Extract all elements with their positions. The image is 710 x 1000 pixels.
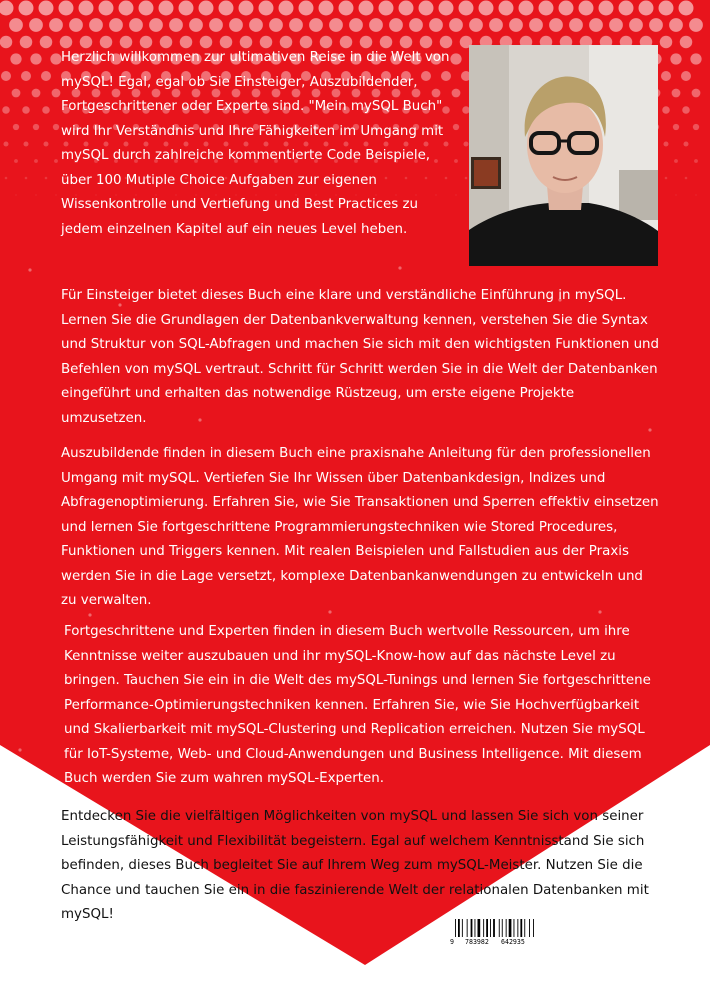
paragraph-beginners: Für Einsteiger bietet dieses Buch eine klare und verständliche Einführung in mySQL. Lernen Sie die Grundlagen der Datenbankverwaltung kennen, verstehen Sie die Syntax und Struktur von SQL-Abfragen und machen Sie sich mit den wichtigsten Funktionen und Befehlen von mySQL vertraut. Schritt für Schritt werden Sie in die Welt der Datenbanken eingeführt und erhalten das notwendige Rüstzeug, um erste eigene Projekte umzusetzen. xyxy=(61,288,660,426)
paragraph-closing: Entdecken Sie die vielfältigen Möglichkeiten von mySQL und lassen Sie sich von seiner Leistungsfähigkeit und Flexibilität begeistern. Egal auf welchem Kenntnisstand Sie sich befinden, dieses Buch begleitet Sie auf Ihrem Weg zum mySQL-Meister. Nutzen Sie die Chance und tauchen Sie ein in die faszinierende Welt der relationalen Datenbanken mit mySQL! xyxy=(61,809,649,922)
barcode-bars xyxy=(450,918,536,940)
paragraph-experts: Fortgeschrittene und Experten finden in diesem Buch wertvolle Ressourcen, um ihre Kenntnisse weiter auszubauen und ihr mySQL-Know-how auf das nächste Level zu bringen. Tauchen Sie ein in die Welt des mySQL-Tunings und lernen Sie fortgeschrittene Performance-Optimierungstechniken kennen. Erfahren Sie, wie Sie Hochverfügbarkeit und Skalierbarkeit mit mySQL-Clustering und Replication erreichen. Nutzen Sie mySQL für IoT-Systeme, Web- und Cloud-Anwendungen und Business Intelligence. Mit diesem Buch werden Sie zum wahren mySQL-Experten. xyxy=(64,624,651,786)
barcode-left-digits: 783982 xyxy=(465,938,489,946)
paragraph-trainees: Auszubildende finden in diesem Buch eine praxisnahe Anleitung für den professionellen Umgang mit mySQL. Vertiefen Sie Ihr Wissen über Datenbankdesign, Indizes und Abfragenoptimierung. Erfahren Sie, wie Sie Transaktionen und Sperren effektiv einsetzen und lernen Sie fortgeschrittene Programmierungstechniken wie Stored Procedures, Funktionen und Triggers kennen. Mit realen Beispielen und Fallstudien aus der Praxis werden Sie in die Lage versetzt, komplexe Datenbankanwendungen zu entwickeln und zu verwalten. xyxy=(61,446,659,608)
isbn-barcode xyxy=(450,918,536,948)
intro-paragraph: Herzlich willkommen zur ultimativen Reise in die Welt von mySQL! Egal, egal ob Sie Einsteiger, Auszubildender, Fortgeschrittener oder Experte sind. "Mein mySQL Buch" wird Ihr Verständnis und Ihre Fähigkeiten im Umgang mit mySQL durch zahlreiche kommentierte Code Beispiele, über 100 Mutiple Choice Aufgaben zur eigenen Wissenkontrolle und Vertiefung und Best Practices zu jedem einzelnen Kapitel auf ein neues Level heben. xyxy=(61,50,450,237)
author-photo xyxy=(469,45,658,266)
barcode-first-digit: 9 xyxy=(450,938,454,946)
barcode-right-digits: 642935 xyxy=(501,938,525,946)
